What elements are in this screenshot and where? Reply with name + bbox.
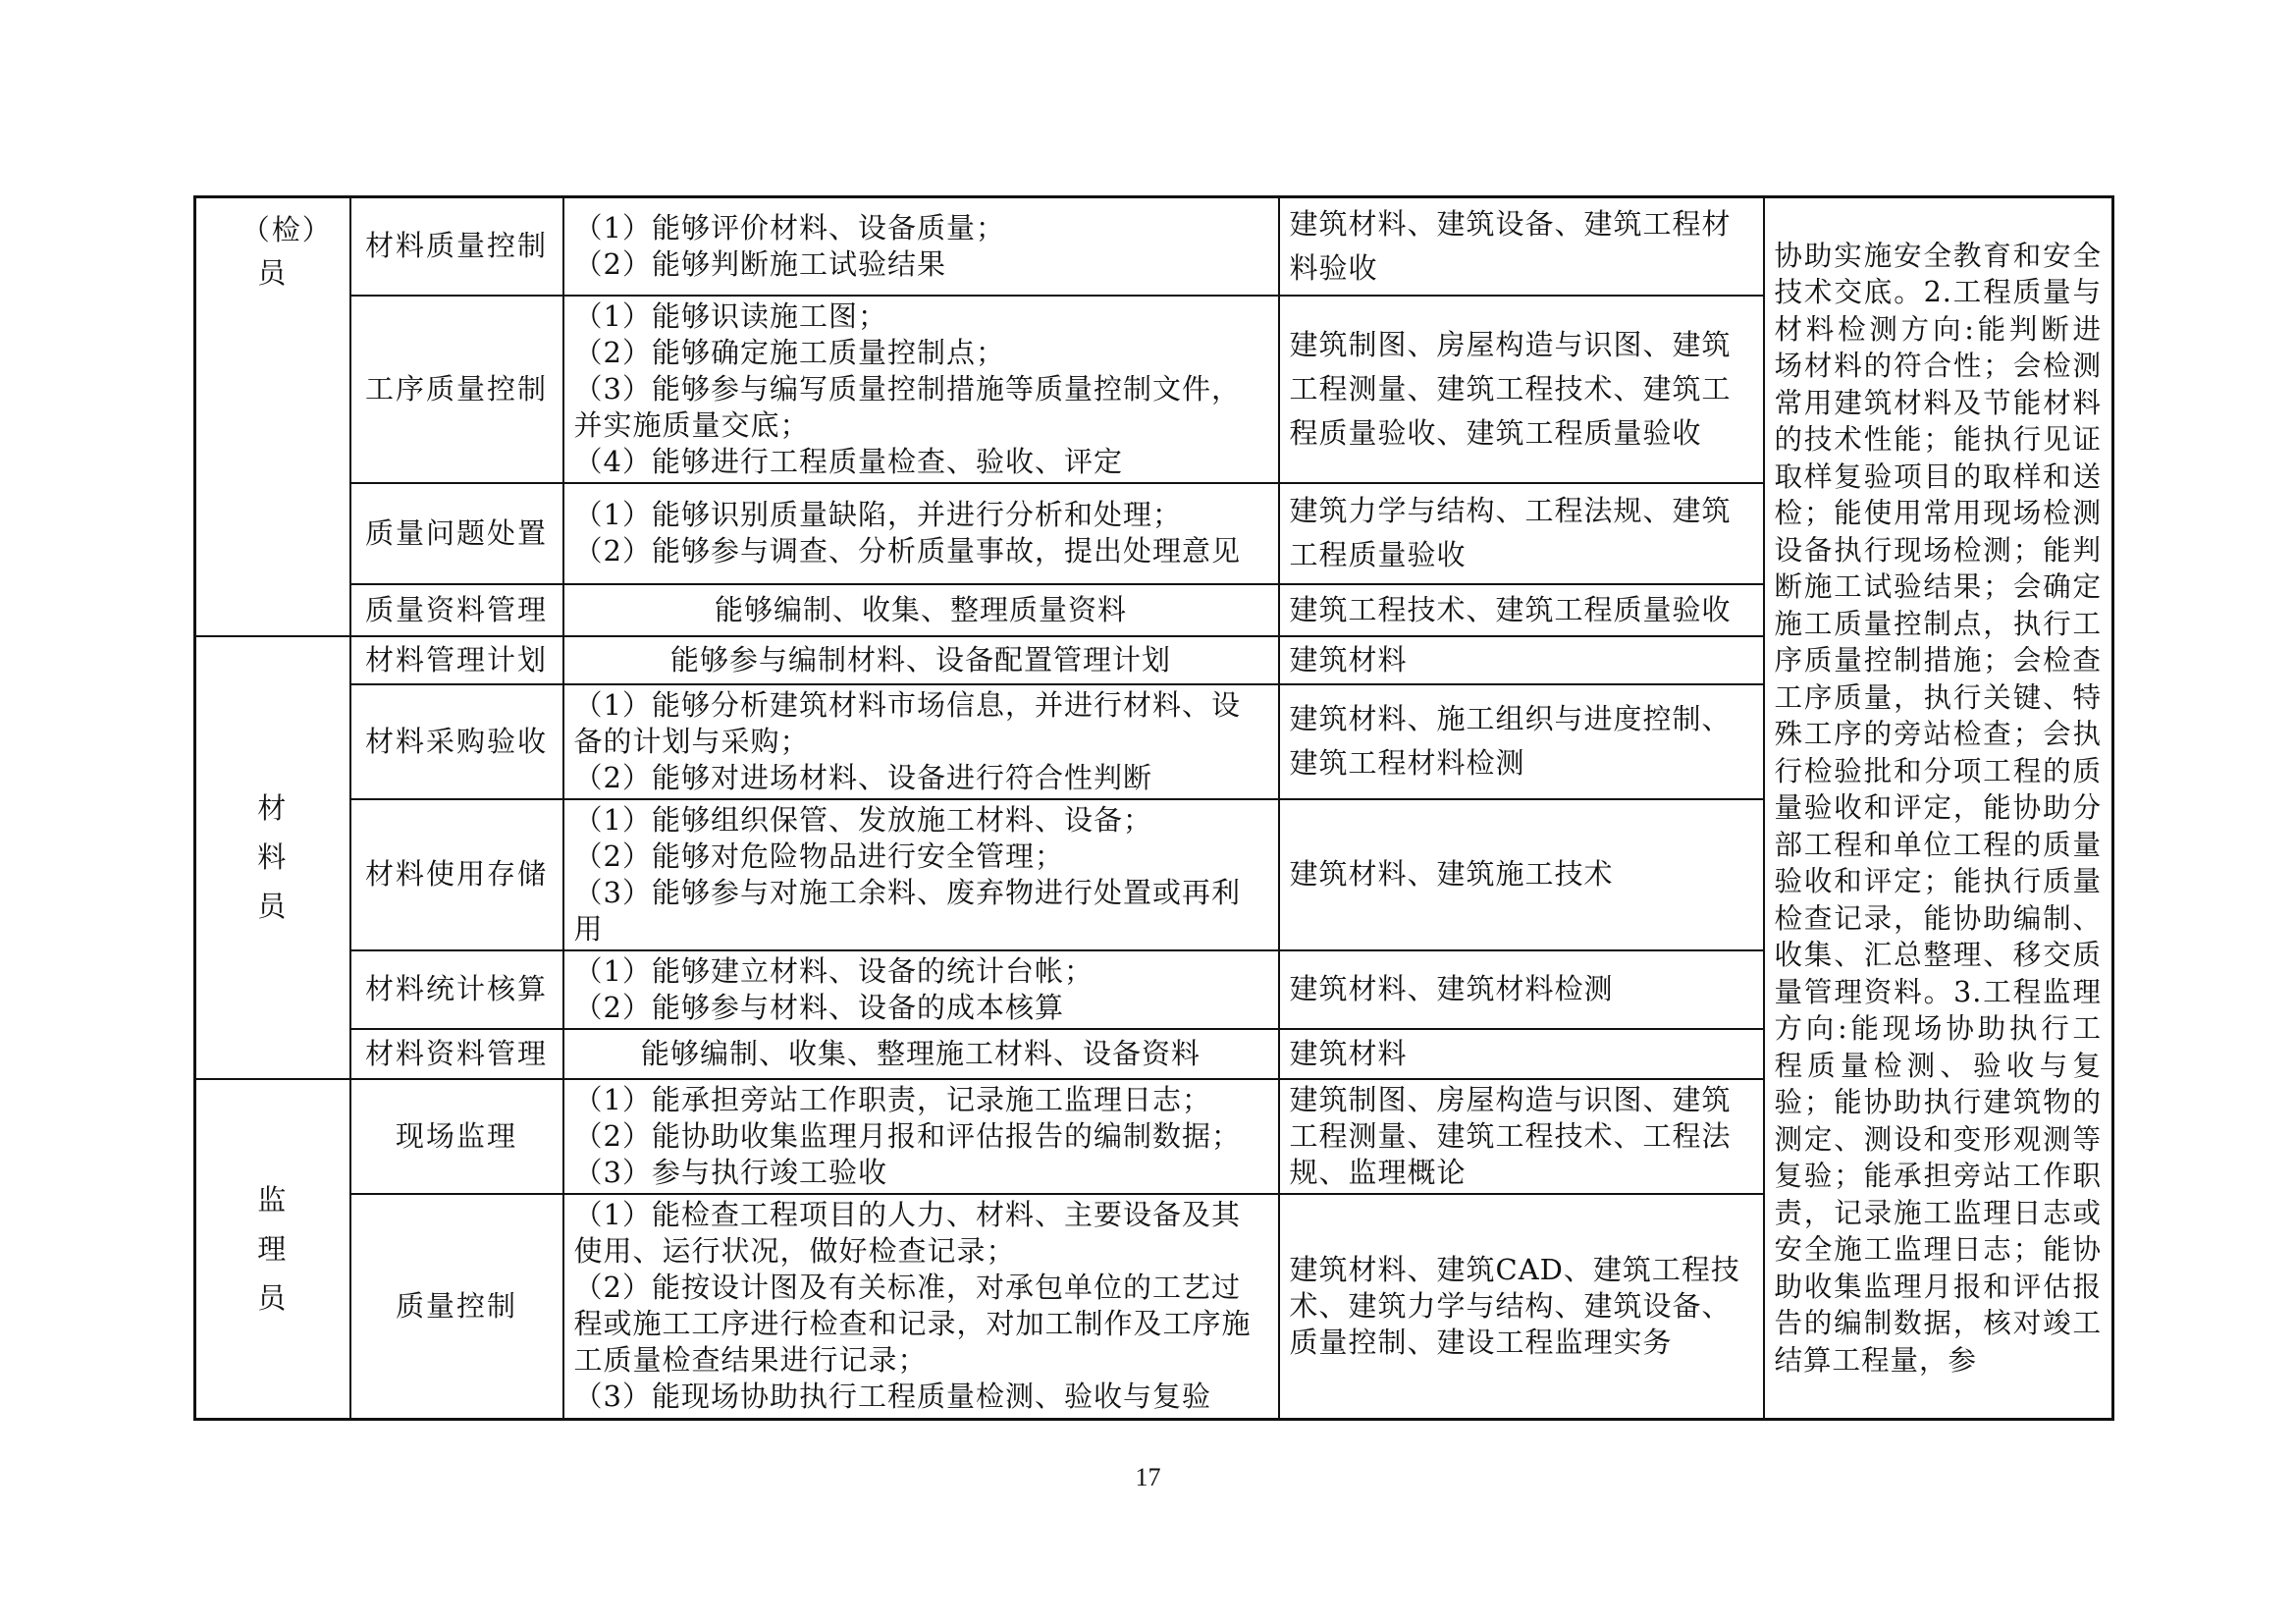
skill-cell — [563, 1079, 1279, 1194]
role-cell-inspector — [195, 197, 350, 636]
skill-line: （2）能够判断施工试验结果 — [573, 246, 946, 281]
career-direction-cell: 协助实施安全教育和安全技术交底。2.工程质量与材料检测方向:能判断进场材料的符合性；会检测常用建筑材料及节能材料的技术性能；能执行见证取样复验项目的取样和送检；能使用常用现场检测设备执行现场检测；能判断施工试验结果；会确定施工质量控制点，执行工序质量控制措施；会检查工序质量，执行关键、特殊工序的旁站检查；会执行检验批和分项工程的质量验收和评定，能协助分部工程和单位工程的质量验收和评定；能执行质量检查记录，能协助编制、收集、汇总整理、移交质量管理资料。3.工程监理方向:能现场协助执行工程质量检测、验收与复验；能协助执行建筑物的测定、测设和变形观测等复验；能承担旁站工作职责，记录施工监理日志或安全施工监理日志；能协助收集监理月报和评估报告的编制数据，核对竣工结算工程量，参 — [1764, 197, 2113, 1420]
task-cell: 质量资料管理 — [350, 584, 563, 636]
course-cell: 建筑工程技术、建筑工程质量验收 — [1279, 584, 1764, 636]
skill-line: 能够编制、收集、整理施工材料、设备资料 — [640, 1036, 1201, 1070]
role-cell-supervisor — [195, 1079, 350, 1420]
skill-line: 能够编制、收集、整理质量资料 — [714, 592, 1127, 626]
skill-cell — [563, 684, 1279, 799]
course-cell: 建筑力学与结构、工程法规、建筑工程质量验收 — [1279, 483, 1764, 584]
page-number: 17 — [1135, 1463, 1161, 1491]
skill-line: （1）能够建立材料、设备的统计台帐； — [573, 953, 1094, 988]
course-cell: 建筑材料 — [1279, 636, 1764, 684]
skill-cell — [563, 296, 1279, 483]
role-cell-materials — [195, 636, 350, 1079]
skill-line: （2）能够确定施工质量控制点； — [573, 335, 1005, 369]
table-row — [195, 197, 2113, 296]
skill-line: （1）能够分析建筑材料市场信息，并进行材料、设备的计划与采购； — [573, 687, 1241, 758]
task-cell: 材料质量控制 — [350, 197, 563, 296]
skills-course-table — [193, 195, 2114, 1421]
skill-line: （3）能够参与对施工余料、废弃物进行处置或再利用 — [573, 875, 1241, 946]
skill-cell — [563, 584, 1279, 636]
skill-line: （2）能够参与材料、设备的成本核算 — [573, 990, 1064, 1024]
course-cell: 建筑制图、房屋构造与识图、建筑工程测量、建筑工程技术、工程法规、监理概论 — [1279, 1079, 1764, 1194]
role-label: 监理员 — [257, 1182, 289, 1315]
skill-line: 能够参与编制材料、设备配置管理计划 — [669, 642, 1171, 677]
task-cell: 材料采购验收 — [350, 684, 563, 799]
task-cell: 质量问题处置 — [350, 483, 563, 584]
skill-line: （2）能协助收集监理月报和评估报告的编制数据； — [573, 1118, 1241, 1153]
skill-line: （2）能够参与调查、分析质量事故，提出处理意见 — [573, 534, 1241, 568]
skill-line: （3）能现场协助执行工程质量检测、验收与复验 — [573, 1380, 1211, 1414]
task-cell: 质量控制 — [350, 1194, 563, 1420]
skill-line: （1）能检查工程项目的人力、材料、主要设备及其使用、运行状况，做好检查记录； — [573, 1198, 1241, 1269]
skill-line: （2）能按设计图及有关标准，对承包单位的工艺过程或施工工序进行检查和记录，对加工制作及工序施工质量检查结果进行记录； — [573, 1271, 1252, 1378]
skill-line: （2）能够对危险物品进行安全管理； — [573, 839, 1064, 873]
course-cell: 建筑材料、施工组织与进度控制、建筑工程材料检测 — [1279, 684, 1764, 799]
course-cell: 建筑材料、建筑CAD、建筑工程技术、建筑力学与结构、建筑设备、质量控制、建设工程监理实务 — [1279, 1194, 1764, 1420]
skill-line: （1）能够识读施工图； — [573, 298, 887, 333]
task-cell: 材料使用存储 — [350, 799, 563, 950]
task-cell: 材料管理计划 — [350, 636, 563, 684]
skill-line: （4）能够进行工程质量检查、验收、评定 — [573, 444, 1123, 478]
role-label: 材料员 — [257, 791, 289, 923]
skill-line: （1）能够识别质量缺陷，并进行分析和处理； — [573, 498, 1182, 531]
task-cell: 现场监理 — [350, 1079, 563, 1194]
course-cell: 建筑材料、建筑施工技术 — [1279, 799, 1764, 950]
skill-cell — [563, 1194, 1279, 1420]
skill-cell — [563, 197, 1279, 296]
skill-cell — [563, 483, 1279, 584]
course-cell: 建筑材料、建筑材料检测 — [1279, 950, 1764, 1029]
skill-cell — [563, 1029, 1279, 1079]
skill-line: （1）能承担旁站工作职责，记录施工监理日志； — [573, 1082, 1211, 1116]
task-cell: 工序质量控制 — [350, 296, 563, 483]
skill-line: （1）能够评价材料、设备质量； — [573, 210, 1005, 244]
skill-line: （3）能够参与编写质量控制措施等质量控制文件，并实施质量交底； — [573, 371, 1241, 442]
skill-cell — [563, 799, 1279, 950]
task-cell: 材料统计核算 — [350, 950, 563, 1029]
skill-line: （3）参与执行竣工验收 — [573, 1155, 887, 1189]
skill-line: （1）能够组织保管、发放施工材料、设备； — [573, 802, 1152, 837]
role-label: （检）员 — [240, 213, 333, 290]
skill-line: （2）能够对进场材料、设备进行符合性判断 — [573, 760, 1152, 794]
task-cell: 材料资料管理 — [350, 1029, 563, 1079]
skill-cell — [563, 636, 1279, 684]
course-cell: 建筑材料 — [1279, 1029, 1764, 1079]
skill-cell — [563, 950, 1279, 1029]
course-cell: 建筑制图、房屋构造与识图、建筑工程测量、建筑工程技术、建筑工程质量验收、建筑工程质量验收 — [1279, 296, 1764, 483]
course-cell: 建筑材料、建筑设备、建筑工程材料验收 — [1279, 197, 1764, 296]
